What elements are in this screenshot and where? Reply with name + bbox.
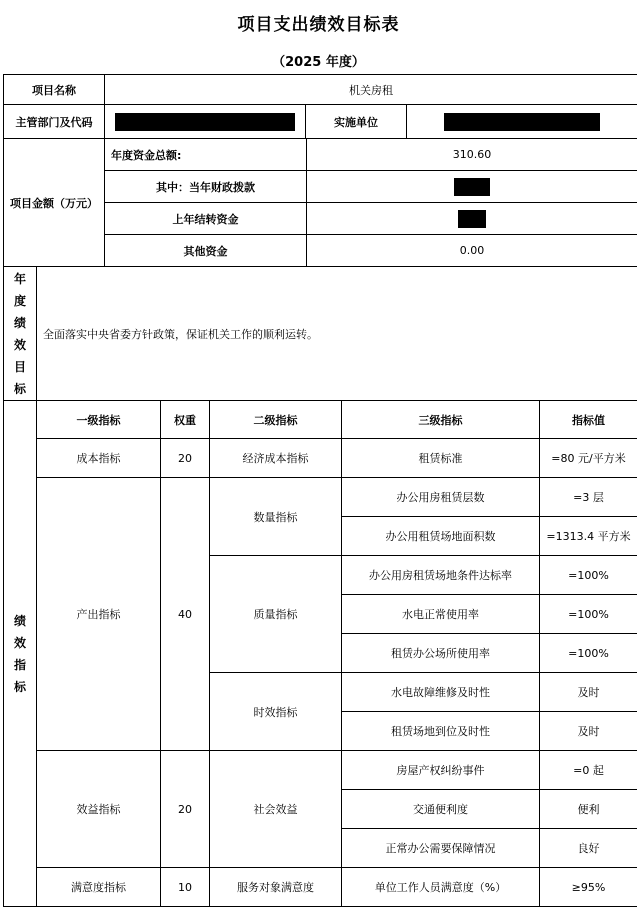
level3-item: 租赁场地到位及时性 xyxy=(342,712,540,751)
header-level3: 三级指标 xyxy=(342,401,540,439)
level2-quality: 质量指标 xyxy=(210,556,342,673)
level3-value: =0 起 xyxy=(540,751,637,790)
impl-unit-label: 实施单位 xyxy=(306,105,407,139)
level1-benefit: 效益指标 xyxy=(37,751,161,868)
level3-item: 办公用租赁场地面积数 xyxy=(342,517,540,556)
level3-value: =100% xyxy=(540,556,637,595)
level3-value: =100% xyxy=(540,634,637,673)
level2-social-benefit: 社会效益 xyxy=(210,751,342,868)
project-name-label: 项目名称 xyxy=(4,75,105,105)
weight-benefit: 20 xyxy=(161,751,210,868)
dept-value xyxy=(105,105,306,139)
amount-carryover-value xyxy=(307,203,637,235)
level3-item: 水电正常使用率 xyxy=(342,595,540,634)
level3-value: 及时 xyxy=(540,673,637,712)
redaction-bar xyxy=(454,178,490,196)
document-year: （2025 年度） xyxy=(272,55,365,70)
level2-quantity: 数量指标 xyxy=(210,478,342,556)
goal-label-text: 年 度 绩 效 目 标 xyxy=(13,271,26,396)
header-value: 指标值 xyxy=(540,401,637,439)
level3-value: ≥95% xyxy=(540,868,637,907)
indicator-side-label xyxy=(4,401,37,907)
header-weight: 权重 xyxy=(161,401,210,439)
goal-label xyxy=(4,267,37,401)
level3-item: 租赁办公场所使用率 xyxy=(342,634,540,673)
level3-value: =80 元/平方米 xyxy=(540,439,637,478)
amount-fiscal-label: 其中：当年财政拨款 xyxy=(105,171,307,203)
redaction-bar xyxy=(444,113,600,131)
amount-other-label: 其他资金 xyxy=(105,235,307,267)
amount-label: 项目金额（万元） xyxy=(4,139,105,267)
level3-value: =100% xyxy=(540,595,637,634)
amount-carryover-label: 上年结转资金 xyxy=(105,203,307,235)
amount-total-label: 年度资金总额: xyxy=(105,139,307,171)
level3-item: 办公用房租赁场地条件达标率 xyxy=(342,556,540,595)
dept-label: 主管部门及代码 xyxy=(4,105,105,139)
level2-economic-cost: 经济成本指标 xyxy=(210,439,342,478)
level3-value: =3 层 xyxy=(540,478,637,517)
weight-output: 40 xyxy=(161,478,210,751)
redaction-bar xyxy=(115,113,295,131)
level3-value: 良好 xyxy=(540,829,637,868)
goal-table xyxy=(3,266,637,401)
indicator-table xyxy=(3,400,637,907)
level3-value: 及时 xyxy=(540,712,637,751)
weight-cost: 20 xyxy=(161,439,210,478)
indicator-side-label-text: 绩 效 指 标 xyxy=(13,613,26,694)
header-level2: 二级指标 xyxy=(210,401,342,439)
amount-table xyxy=(3,138,637,267)
level1-satisfaction: 满意度指标 xyxy=(37,868,161,907)
amount-fiscal-value xyxy=(307,171,637,203)
level1-output: 产出指标 xyxy=(37,478,161,751)
amount-other-value: 0.00 xyxy=(307,235,637,267)
level2-service-satisfaction: 服务对象满意度 xyxy=(210,868,342,907)
weight-satisfaction: 10 xyxy=(161,868,210,907)
amount-total-value: 310.60 xyxy=(307,139,637,171)
level3-value: =1313.4 平方米 xyxy=(540,517,637,556)
level3-item: 租赁标准 xyxy=(342,439,540,478)
document-title: 项目支出绩效目标表 xyxy=(237,15,400,35)
level3-item: 水电故障维修及时性 xyxy=(342,673,540,712)
level3-item: 办公用房租赁层数 xyxy=(342,478,540,517)
header-level1: 一级指标 xyxy=(37,401,161,439)
project-info-table xyxy=(3,74,637,139)
level3-item: 正常办公需要保障情况 xyxy=(342,829,540,868)
level3-item: 交通便利度 xyxy=(342,790,540,829)
level3-item: 单位工作人员满意度（%） xyxy=(342,868,540,907)
level1-cost: 成本指标 xyxy=(37,439,161,478)
impl-unit-value xyxy=(407,105,637,139)
redaction-bar xyxy=(458,210,486,228)
goal-text: 全面落实中央省委方针政策，保证机关工作的顺利运转。 xyxy=(37,267,637,401)
project-name-value: 机关房租 xyxy=(105,75,637,105)
level3-item: 房屋产权纠纷事件 xyxy=(342,751,540,790)
level2-timeliness: 时效指标 xyxy=(210,673,342,751)
level3-value: 便利 xyxy=(540,790,637,829)
